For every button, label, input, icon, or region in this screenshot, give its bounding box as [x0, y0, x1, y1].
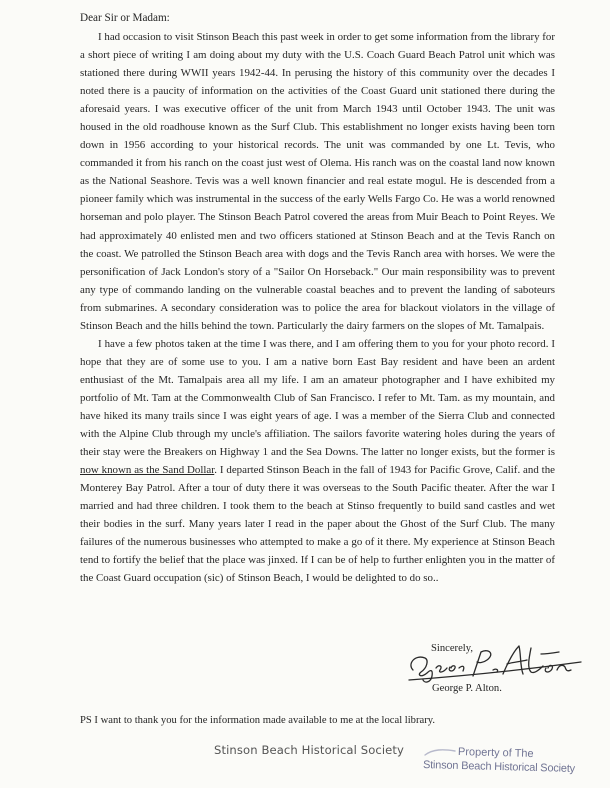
postscript: PS I want to thank you for the information made available to me at the local library.	[80, 715, 435, 726]
signer-name: George P. Alton.	[432, 683, 502, 694]
salutation: Dear Sir or Madam:	[80, 12, 170, 24]
paragraph-2-start: I have a few photos taken at the time I was there, and I am offering them to you for your photo record. I hope that they are of some use to you. I am a native born East Bay resident and have been an ardent enthusiast of the Mt. Tamalpais area all my life. I am an amateur photographer and I have exhibited my portfolio of Mt. Tam at the Commonwealth Club of San Francisco. I refer to Mt. Tam. as my mountain, and have hiked its many trails since I was eight years of age. I was a member of the Sierra Club and connected with the Alpine Club through my uncle's affiliation. The sailors favorite watering holes during the years of their stay were the Breakers on Highway 1 and the Sea Downs. The latter no longer exists, but the former is	[80, 337, 555, 459]
ownership-stamp	[421, 745, 576, 785]
paragraph-2-end: . I departed Stinson Beach in the fall of 1943 for Pacific Grove, Calif. and the Monterey Bay Patrol. After a tour of duty there it was overseas to the South Pacific theater. After the war I married and had three children. I took them to the beach at Stinso frequently to build sand castles and wet their bodies in the surf. Many years later I read in the paper about the Ghost of the Surf Club. The many failures of the numerous businesses who attempted to make a go of it there. My experience at Stinson Beach tend to fortify the belief that the place was jinxed. If I can be of help to further enlighten you in the matter of the Coast Guard occupation (sic) of Stinson Beach, I would be delighted to do so..	[80, 464, 555, 585]
signature	[403, 640, 588, 688]
paragraph-2	[80, 335, 555, 588]
closing: Sincerely,	[431, 643, 473, 654]
stamp-line-2: Stinson Beach Historical Society	[422, 759, 576, 775]
letter-body	[80, 28, 555, 587]
underlined-phrase: now known as the Sand Dollar	[80, 464, 215, 477]
footer-society-name: Stinson Beach Historical Society	[214, 743, 405, 757]
paragraph-1: I had occasion to visit Stinson Beach this past week in order to get some information from the library for a short piece of writing I am doing about my duty with the U.S. Coach Guard Beach Patrol unit which was stationed there during WWII years 1942-44. In perusing the history of this community over the decades I noted there is a paucity of information on the activities of the Coast Guard unit stationed there during the aforesaid years. I was executive officer of the unit from March 1943 until October 1943. The unit was housed in the old roadhouse known as the Surf Club. This establishment no longer exists having been torn down in 1956 according to your historical records. The unit was commanded by one Lt. Tevis, who commanded it from his ranch on the coast just west of Olema. His ranch was on the coastal land now known as the National Seashore. Tevis was a well known financier and real estate mogul. He is descended from a pioneer family which was instrumental in the success of the early Wells Fargo Co. He was a world renowned horseman and polo player. The Stinson Beach Patrol covered the areas from Muir Beach to Point Reyes. We had approximately 40 enlisted men and two officers stationed at Stinson Beach and at the Tevis Ranch on the coast. We patrolled the Stinson Beach area with dogs and the Tevis Ranch area with horses. We were the personification of Jack London's story of a "Sailor On Horseback." Our main responsibility was to prevent any type of commando landing on the vulnerable coastal beaches and to prevent the landing of saboteurs from submarines. A secondary consideration was to police the area for blackout violators in the village of Stinson Beach and the hills behind the town. Particularly the dairy farmers on the slopes of Mt. Tamalpais.	[80, 31, 555, 332]
stamp-line-1: Property of The	[457, 746, 534, 760]
